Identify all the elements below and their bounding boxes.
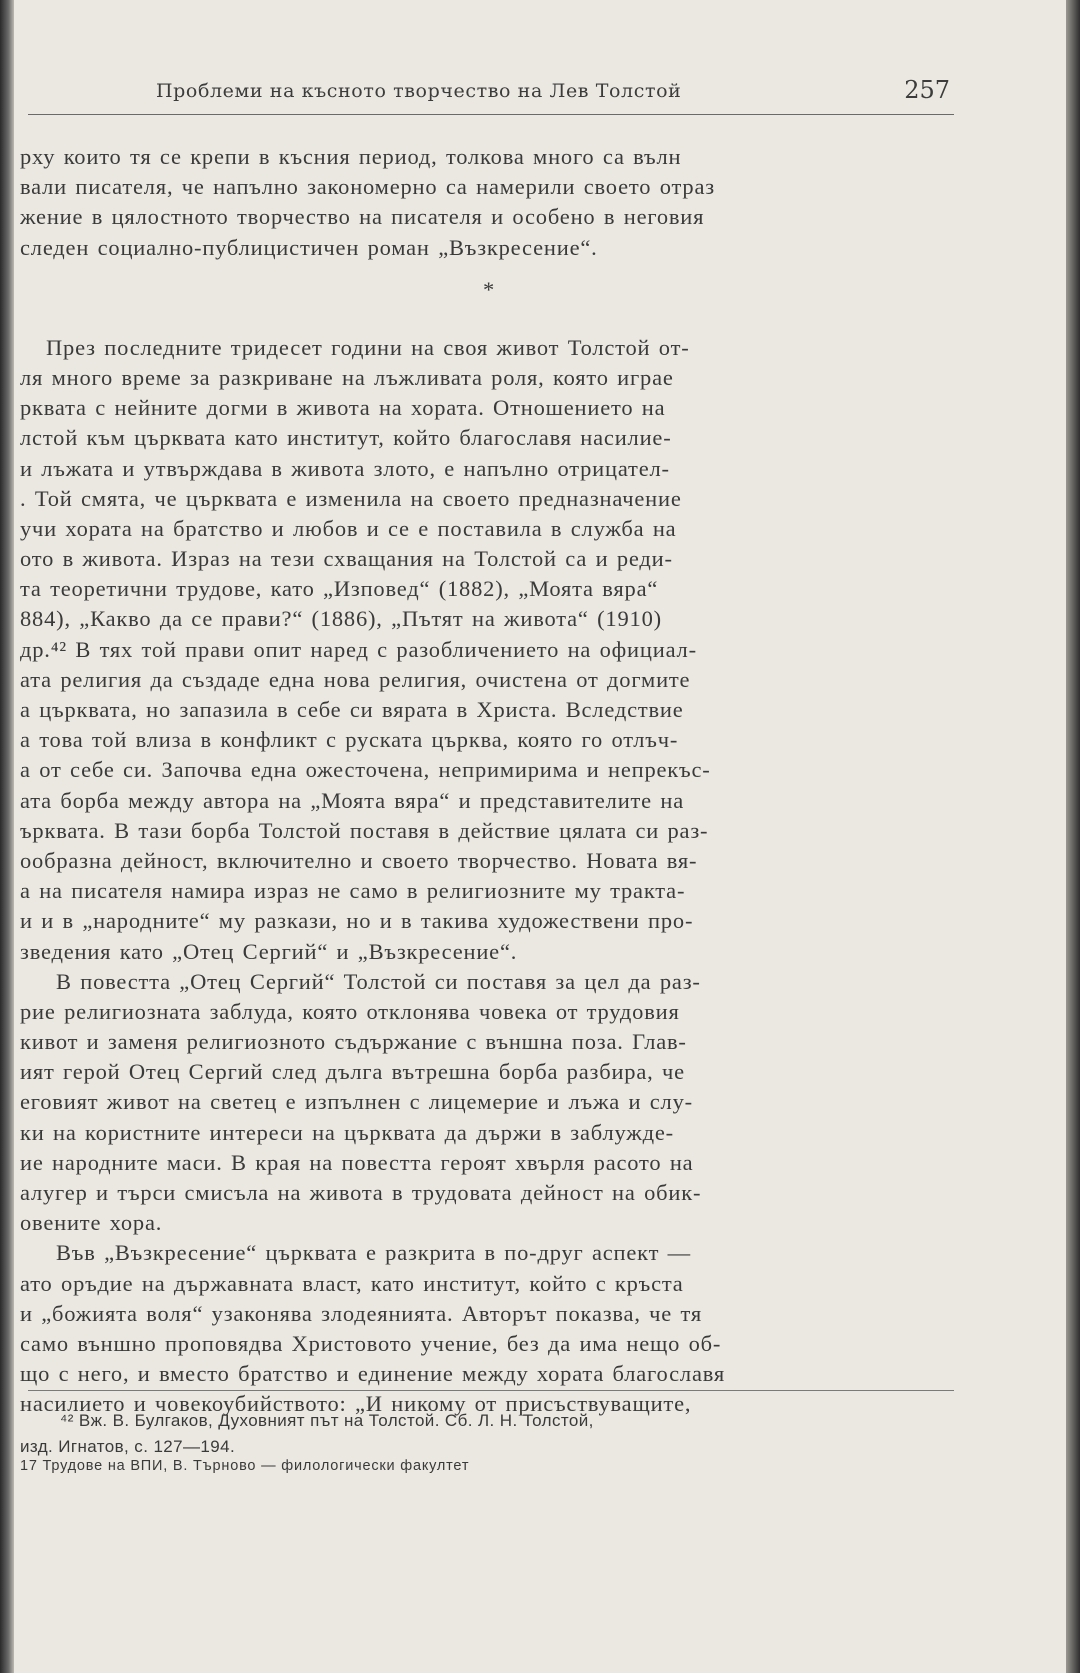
text-line: кивот и замeня религиозното съдържание с външна поза. Глав- xyxy=(20,1029,687,1055)
scan-edge-shadow xyxy=(1066,0,1080,1673)
running-title: Проблеми на късното творчество на Лев Толстой xyxy=(156,80,682,102)
text-line: рквата с нейните догми в живота на хората. Отношението на xyxy=(20,395,666,421)
text-line: алугер и търси смисъла на живота в трудовата дейност на обик- xyxy=(20,1180,702,1205)
text-line: учи хората на братство и любов и се е поставила в служба на xyxy=(20,515,677,541)
section-separator: * xyxy=(482,276,496,302)
text-line: ото в живота. Израз на тези схващания на Толстой са и реди- xyxy=(20,546,673,572)
text-line: рие религиозната заблуда, която отклонява човека от трудовия xyxy=(20,998,680,1024)
text-line: жение в цялостното творчество на писателя и особено в неговия xyxy=(20,204,705,230)
text-line: и „божията воля“ узаконява злодеянията. Авторът показва, че тя xyxy=(20,1300,702,1326)
text-line: ля много време за разкриване на лъжливата роля, която играе xyxy=(20,364,674,390)
text-line: ърквата. В тази борба Толстой поставя в действие цялата си раз- xyxy=(20,817,709,843)
text-line: През последните тридесет години на своя живот Толстой от- xyxy=(46,334,690,360)
text-line: ато оръдие на държавната власт, като институт, който с кръста xyxy=(20,1270,684,1296)
text-line: ие народните маси. В края на повестта героят хвърля расото на xyxy=(20,1149,694,1175)
text-line: следен социално-публицистичен роман „Възкресение“. xyxy=(20,234,598,260)
text-line: ообразна дейност, включително и своето творчество. Новата вя- xyxy=(20,847,698,873)
text-line: ата борба между автора на „Моята вяра“ и представителите на xyxy=(20,787,685,813)
text-line: овените хора. xyxy=(20,1210,163,1236)
text-line: насилието и човекоубийството: „И никому от присъствуващите, xyxy=(20,1391,692,1417)
text-line: а църквата, но запазила в себе си вярата в Христа. Вследствие xyxy=(20,697,684,722)
text-line: ият герой Отец Сергий след дълга вътрешна борба разбира, че xyxy=(20,1059,685,1085)
header-rule xyxy=(28,114,954,115)
body-text xyxy=(20,142,958,1420)
text-line: зведения като „Отец Сергий“ и „Възкресение“. xyxy=(20,938,518,964)
text-line: ата религия да създаде една нова религия, очистена от догмите xyxy=(20,666,691,692)
text-line: ки на користните интереси на църквата да държи в заблужде- xyxy=(20,1119,674,1145)
text-line: рху които тя се крепи в късния период, толкова много са вълн xyxy=(20,144,682,169)
text-line: лстой към църквата като институт, който благославя насилие- xyxy=(20,425,672,451)
text-line: а от себе си. Започва една ожесточена, непримирима и непрекъс- xyxy=(20,757,711,783)
book-binding-shadow xyxy=(0,0,14,1673)
text-line: 884), „Какво да се прави?“ (1886), „Пътят на живота“ (1910) xyxy=(20,606,662,632)
text-line: . Той смята, че църквата е изменила на своето предназначение xyxy=(20,485,682,511)
page-number: 257 xyxy=(904,76,950,104)
text-line: др.⁴² В тях той прави опит наред с разобличението на официал- xyxy=(20,636,697,662)
footnote-line: ⁴² Вж. В. Булгаков, Духовният път на Толстой. Сб. Л. Н. Толстой, xyxy=(60,1411,594,1430)
text-line: вали писателя, че напълно закономерно са намерили своето отраз xyxy=(20,174,715,200)
printer-signature: 17 Трудове на ВПИ, В. Търново — филологически факултет xyxy=(20,1458,470,1474)
running-head xyxy=(150,76,950,110)
text-line: и и в „народните“ му разкази, но и в такива художествени про- xyxy=(20,908,694,934)
text-line: та теоретични трудове, като „Изповед“ (1882), „Моята вяра“ xyxy=(20,576,659,602)
text-line: що с него, и вместо братство и единение между хората благославя xyxy=(20,1361,726,1387)
text-line: В повестта „Отец Сергий“ Толстой си поставя за цел да раз- xyxy=(56,968,701,994)
text-line: еговият живот на светец е изпълнен с лицемерие и лъжа и слу- xyxy=(20,1089,693,1115)
text-line: а на писателя намира израз не само в религиозните му тракта- xyxy=(20,878,686,904)
text-line: Във „Възкресение“ църквата е разкрита в по-друг аспект — xyxy=(56,1240,691,1266)
text-line: а това той влиза в конфликт с руската църква, която го отлъч- xyxy=(20,727,679,753)
paragraph-1 xyxy=(20,142,958,263)
spacer xyxy=(20,313,958,333)
paragraph-2 xyxy=(20,333,958,967)
paragraph-3 xyxy=(20,967,958,1239)
text-line: и лъжата и утвърждава в живота злото, е напълно отрицател- xyxy=(20,455,670,481)
footnote-rule xyxy=(28,1390,954,1391)
text-line: само външно проповядва Христовото учение, без да има нещо об- xyxy=(20,1330,722,1356)
footnote-line: изд. Игнатов, с. 127—194. xyxy=(20,1437,236,1456)
paragraph-4 xyxy=(20,1238,958,1419)
footnote xyxy=(20,1408,950,1460)
